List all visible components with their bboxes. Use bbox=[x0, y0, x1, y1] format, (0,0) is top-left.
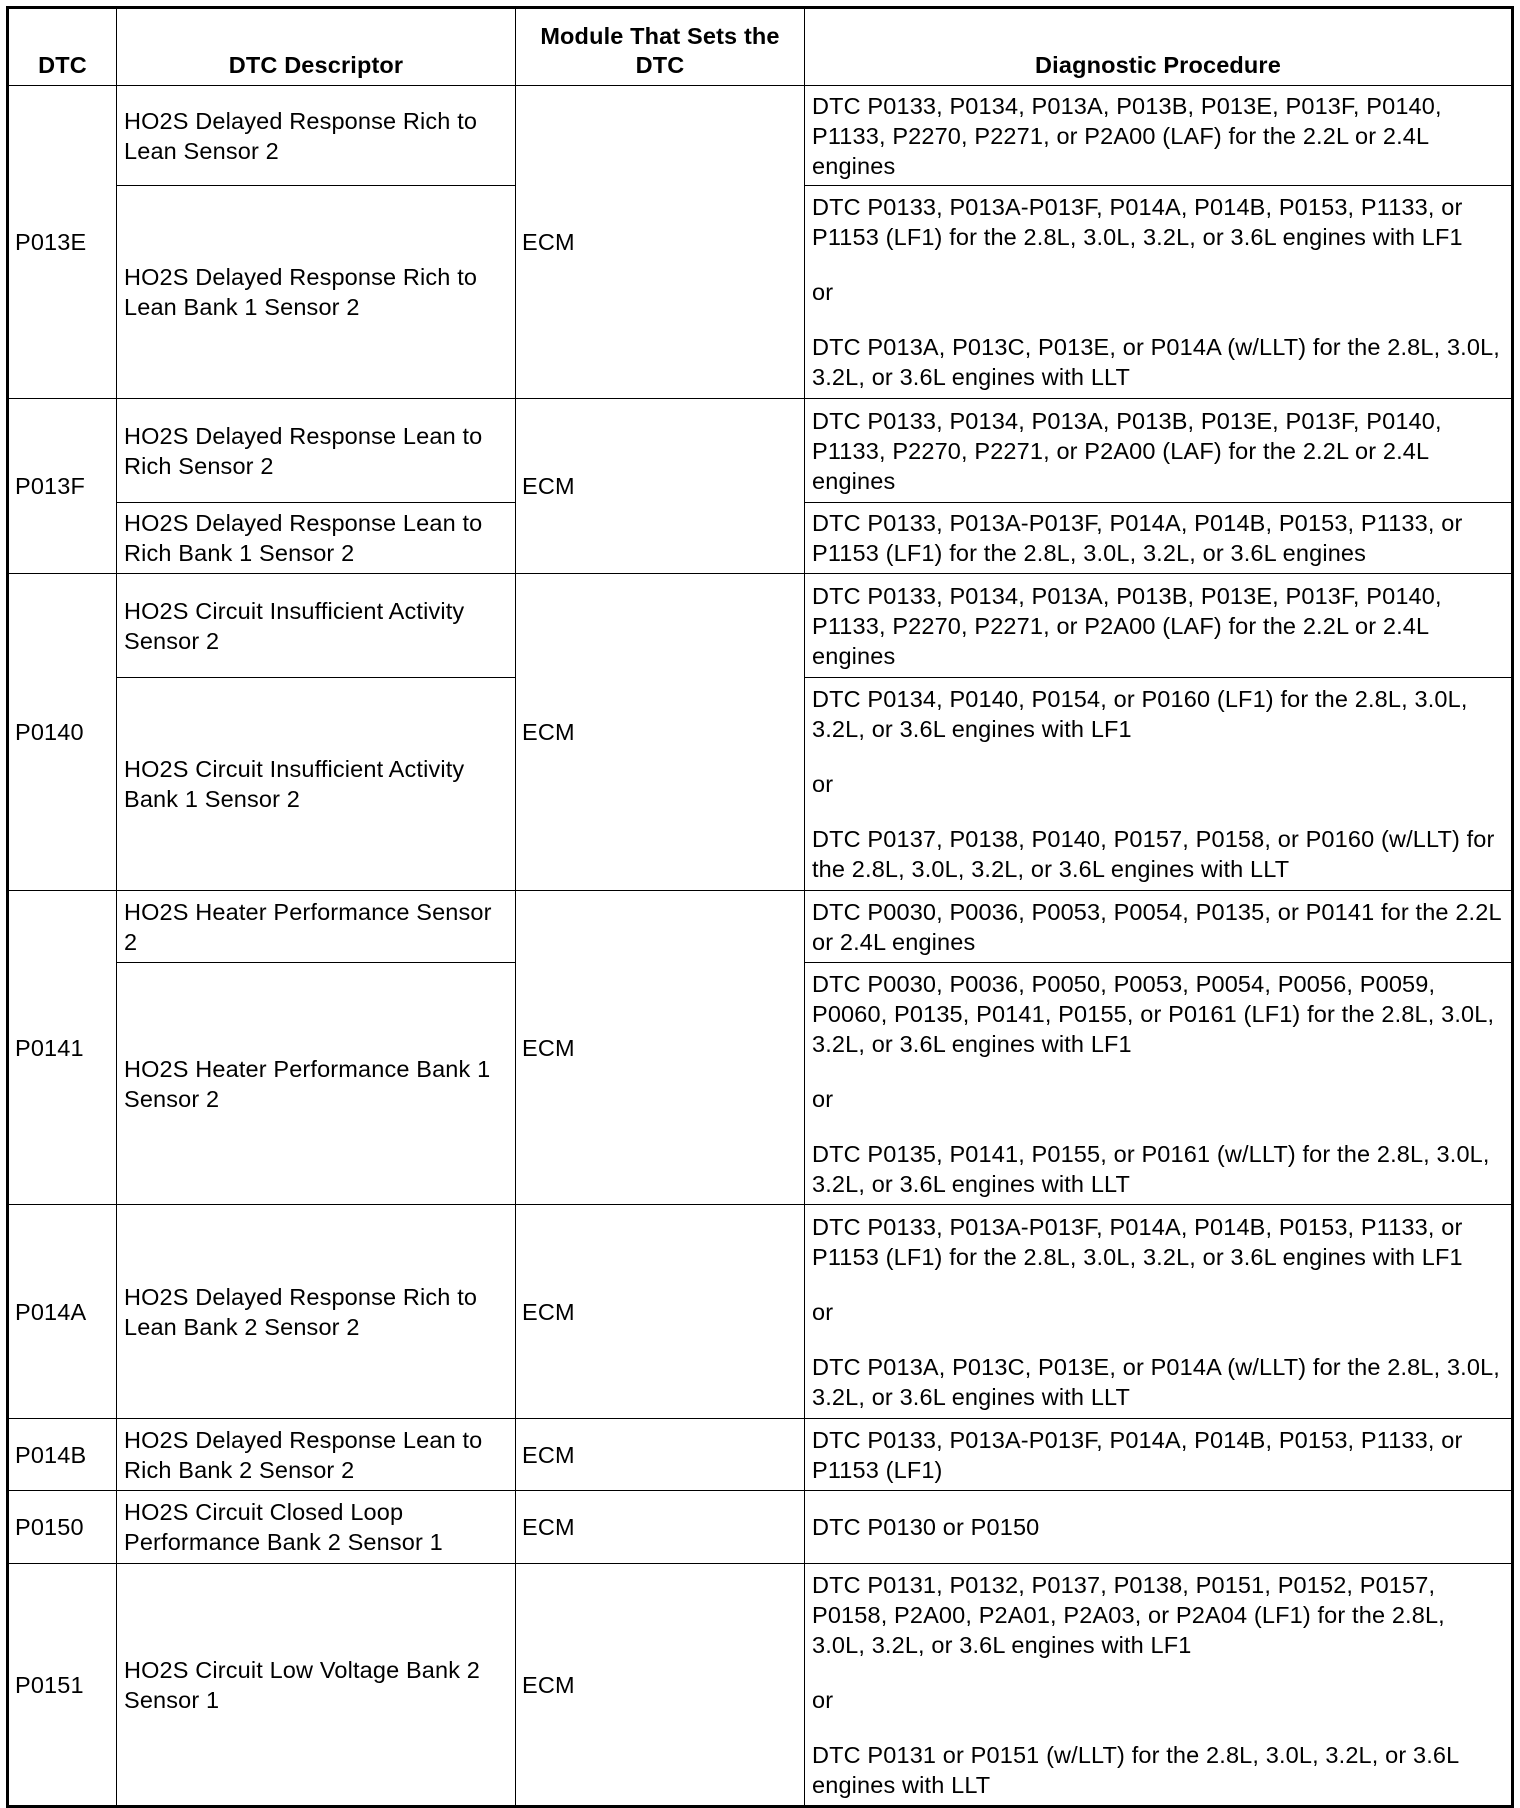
dtc-descriptor-cell: HO2S Heater Performance Sensor 2 bbox=[117, 891, 516, 963]
diagnostic-procedure-cell bbox=[805, 1564, 1513, 1807]
diagnostic-procedure-cell bbox=[805, 503, 1513, 574]
procedure-or-separator: or bbox=[812, 1085, 834, 1112]
procedure-or-separator: or bbox=[812, 1686, 834, 1713]
dtc-descriptor-cell: HO2S Circuit Closed Loop Performance Bank 2 Sensor 1 bbox=[117, 1491, 516, 1564]
diagnostic-procedure-cell bbox=[805, 891, 1513, 963]
dtc-descriptor-cell: HO2S Circuit Low Voltage Bank 2 Sensor 1 bbox=[117, 1564, 516, 1807]
procedure-paragraph: DTC P0133, P013A-P013F, P014A, P014B, P0153, P1133, or P1153 (LF1) for the 2.8L, 3.0L, 3.2L, or 3.6L engines bbox=[812, 510, 1463, 566]
table-row bbox=[8, 1491, 1513, 1564]
procedure-paragraph: DTC P0133, P0134, P013A, P013B, P013E, P013F, P0140, P1133, P2270, P2271, or P2A00 (LAF) for the 2.2L or 2.4L engines bbox=[812, 92, 1442, 179]
dtc-code-cell: P0141 bbox=[8, 891, 117, 1205]
diagnostic-procedure-cell bbox=[805, 1205, 1513, 1419]
table-row bbox=[8, 86, 1513, 186]
diagnostic-procedure-cell bbox=[805, 86, 1513, 186]
header-descriptor: DTC Descriptor bbox=[117, 8, 516, 86]
dtc-code-cell: P0140 bbox=[8, 574, 117, 891]
procedure-paragraph: DTC P013A, P013C, P013E, or P014A (w/LLT) for the 2.8L, 3.0L, 3.2L, or 3.6L engines with LLT bbox=[812, 1353, 1500, 1410]
procedure-paragraph: DTC P013A, P013C, P013E, or P014A (w/LLT) for the 2.8L, 3.0L, 3.2L, or 3.6L engines with LLT bbox=[812, 334, 1500, 390]
procedure-paragraph: DTC P0030, P0036, P0050, P0053, P0054, P0056, P0059, P0060, P0135, P0141, P0155, or P0161 (LF1) for the 2.8L, 3.0L, 3.2L, or 3.6L engines with LF1 bbox=[812, 970, 1495, 1057]
dtc-code-cell: P014A bbox=[8, 1205, 117, 1419]
module-cell: ECM bbox=[516, 891, 805, 1205]
dtc-code-cell: P013E bbox=[8, 86, 117, 399]
procedure-paragraph: DTC P0137, P0138, P0140, P0157, P0158, or P0160 (w/LLT) for the 2.8L, 3.0L, 3.2L, or 3.6L engines with LLT bbox=[812, 826, 1495, 882]
dtc-code-cell: P013F bbox=[8, 399, 117, 574]
module-cell: ECM bbox=[516, 1491, 805, 1564]
header-procedure: Diagnostic Procedure bbox=[805, 8, 1513, 86]
diagnostic-procedure-cell bbox=[805, 1491, 1513, 1564]
procedure-or-separator: or bbox=[812, 1298, 834, 1325]
module-cell: ECM bbox=[516, 574, 805, 891]
module-cell: ECM bbox=[516, 1419, 805, 1491]
table-row bbox=[8, 1564, 1513, 1807]
table-header-row bbox=[8, 8, 1513, 86]
procedure-paragraph: DTC P0133, P013A-P013F, P014A, P014B, P0153, P1133, or P1153 (LF1) bbox=[812, 1426, 1463, 1483]
header-dtc: DTC bbox=[8, 8, 117, 86]
procedure-paragraph: DTC P0133, P0134, P013A, P013B, P013E, P013F, P0140, P1133, P2270, P2271, or P2A00 (LAF) for the 2.2L or 2.4L engines bbox=[812, 407, 1442, 494]
procedure-paragraph: DTC P0134, P0140, P0154, or P0160 (LF1) for the 2.8L, 3.0L, 3.2L, or 3.6L engines with LF1 bbox=[812, 686, 1468, 742]
procedure-paragraph: DTC P0133, P013A-P013F, P014A, P014B, P0153, P1133, or P1153 (LF1) for the 2.8L, 3.0L, 3.2L, or 3.6L engines with LF1 bbox=[812, 1213, 1463, 1270]
module-cell: ECM bbox=[516, 1205, 805, 1419]
diagnostic-procedure-cell bbox=[805, 963, 1513, 1205]
module-cell: ECM bbox=[516, 399, 805, 574]
dtc-descriptor-cell: HO2S Heater Performance Bank 1 Sensor 2 bbox=[117, 963, 516, 1205]
dtc-descriptor-cell: HO2S Delayed Response Lean to Rich Bank 2 Sensor 2 bbox=[117, 1419, 516, 1491]
dtc-descriptor-cell: HO2S Delayed Response Rich to Lean Bank 1 Sensor 2 bbox=[117, 186, 516, 399]
diagnostic-procedure-cell bbox=[805, 399, 1513, 503]
diagnostic-procedure-cell bbox=[805, 1419, 1513, 1491]
dtc-descriptor-cell: HO2S Delayed Response Rich to Lean Sensor 2 bbox=[117, 86, 516, 186]
procedure-paragraph: DTC P0131 or P0151 (w/LLT) for the 2.8L, 3.0L, 3.2L, or 3.6L engines with LLT bbox=[812, 1741, 1459, 1798]
table-row bbox=[8, 891, 1513, 963]
dtc-document bbox=[6, 6, 1514, 1808]
dtc-descriptor-cell: HO2S Delayed Response Lean to Rich Bank 1 Sensor 2 bbox=[117, 503, 516, 574]
table-row bbox=[8, 399, 1513, 503]
dtc-table bbox=[6, 6, 1514, 1808]
table-body bbox=[8, 86, 1513, 1807]
table-row bbox=[8, 1205, 1513, 1419]
module-cell: ECM bbox=[516, 1564, 805, 1807]
diagnostic-procedure-cell bbox=[805, 574, 1513, 678]
dtc-code-cell: P0150 bbox=[8, 1491, 117, 1564]
dtc-descriptor-cell: HO2S Delayed Response Rich to Lean Bank 2 Sensor 2 bbox=[117, 1205, 516, 1419]
procedure-paragraph: DTC P0135, P0141, P0155, or P0161 (w/LLT) for the 2.8L, 3.0L, 3.2L, or 3.6L engines with LLT bbox=[812, 1140, 1490, 1197]
procedure-or-separator: or bbox=[812, 279, 834, 305]
table-row bbox=[8, 574, 1513, 678]
module-cell: ECM bbox=[516, 86, 805, 399]
header-module: Module That Sets the DTC bbox=[516, 8, 805, 86]
dtc-code-cell: P014B bbox=[8, 1419, 117, 1491]
procedure-paragraph: DTC P0133, P013A-P013F, P014A, P014B, P0153, P1133, or P1153 (LF1) for the 2.8L, 3.0L, 3.2L, or 3.6L engines with LF1 bbox=[812, 194, 1463, 250]
diagnostic-procedure-cell bbox=[805, 678, 1513, 891]
table-row bbox=[8, 1419, 1513, 1491]
dtc-descriptor-cell: HO2S Circuit Insufficient Activity Bank 1 Sensor 2 bbox=[117, 678, 516, 891]
procedure-paragraph: DTC P0133, P0134, P013A, P013B, P013E, P013F, P0140, P1133, P2270, P2271, or P2A00 (LAF) for the 2.2L or 2.4L engines bbox=[812, 582, 1442, 669]
procedure-paragraph: DTC P0030, P0036, P0053, P0054, P0135, or P0141 for the 2.2L or 2.4L engines bbox=[812, 898, 1501, 955]
procedure-paragraph: DTC P0131, P0132, P0137, P0138, P0151, P0152, P0157, P0158, P2A00, P2A01, P2A03, or P2A04 (LF1) for the 2.8L, 3.0L, 3.2L, or 3.6L engines with LF1 bbox=[812, 1571, 1445, 1658]
diagnostic-procedure-cell bbox=[805, 186, 1513, 399]
dtc-code-cell: P0151 bbox=[8, 1564, 117, 1807]
dtc-descriptor-cell: HO2S Delayed Response Lean to Rich Sensor 2 bbox=[117, 399, 516, 503]
dtc-descriptor-cell: HO2S Circuit Insufficient Activity Sensor 2 bbox=[117, 574, 516, 678]
procedure-or-separator: or bbox=[812, 771, 834, 797]
procedure-paragraph: DTC P0130 or P0150 bbox=[812, 1514, 1040, 1540]
